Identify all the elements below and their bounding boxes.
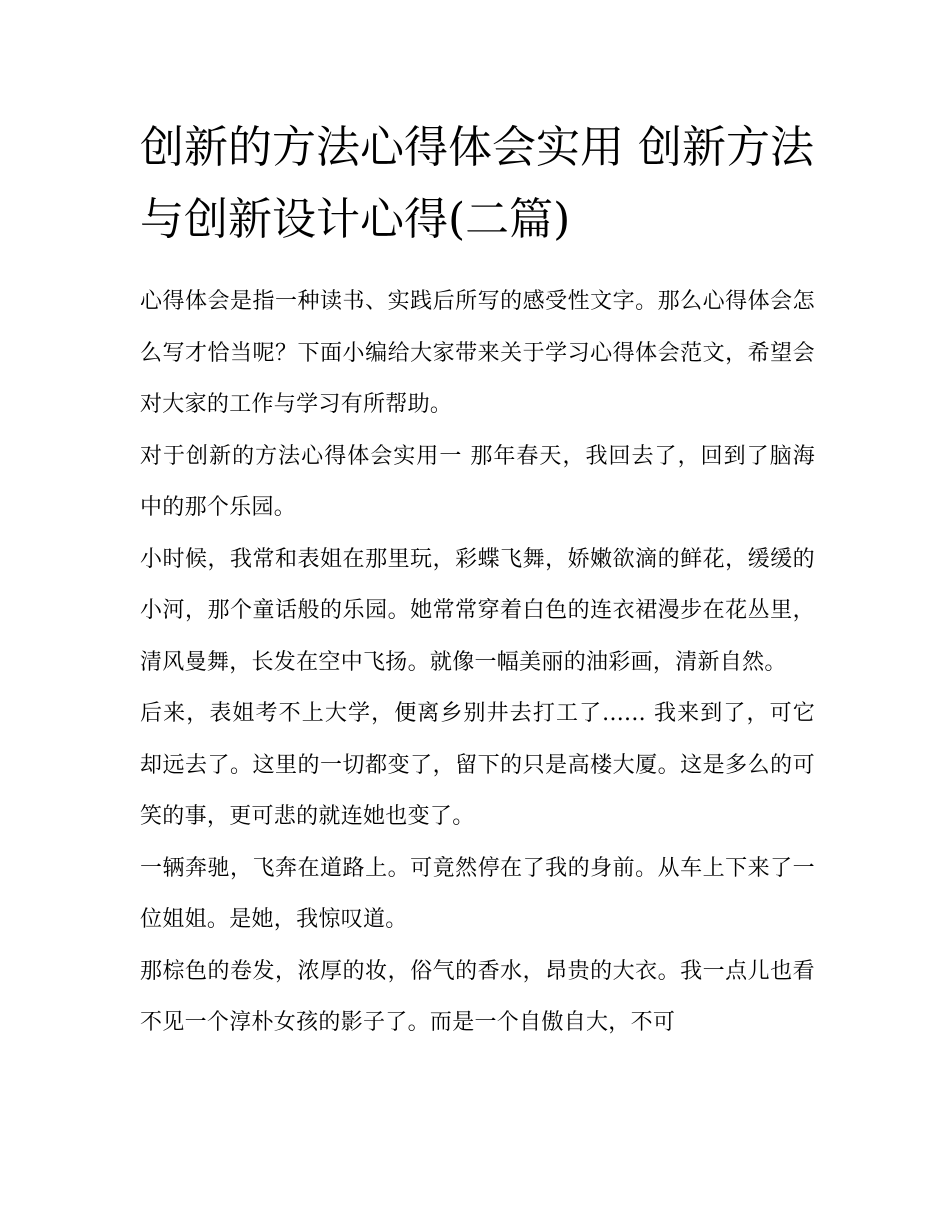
paragraph: 那棕色的卷发，浓厚的妆，俗气的香水，昂贵的大衣。我一点儿也看不见一个淳朴女孩的影子了。而是一个自傲自大，不可 [140,958,815,1035]
paragraph: 后来，表姐考不上大学，便离乡别井去打工了...... 我来到了，可它却远去了。这里的一切都变了，留下的只是高楼大厦。这是多么的可笑的事，更可悲的就连她也变了。 [140,701,815,829]
paragraph: 小时候，我常和表姐在那里玩，彩蝶飞舞，娇嫩欲滴的鲜花，缓缓的小河，那个童话般的乐园。她常常穿着白色的连衣裙漫步在花丛里，清风曼舞，长发在空中飞扬。就像一幅美丽的油彩画，清新自然。 [140,546,815,675]
document-body [140,276,815,1049]
paragraph: 对于创新的方法心得体会实用一 那年春天，我回去了，回到了脑海中的那个乐园。 [140,443,815,520]
paragraph: 一辆奔驰，飞奔在道路上。可竟然停在了我的身前。从车上下来了一位姐姐。是她，我惊叹道。 [140,855,815,932]
document-title: 创新的方法心得体会实用 创新方法与创新设计心得(二篇) [140,122,814,245]
paragraph-intro: 心得体会是指一种读书、实践后所写的感受性文字。那么心得体会怎么写才恰当呢？下面小编给大家带来关于学习心得体会范文，希望会对大家的工作与学习有所帮助。 [140,289,815,417]
